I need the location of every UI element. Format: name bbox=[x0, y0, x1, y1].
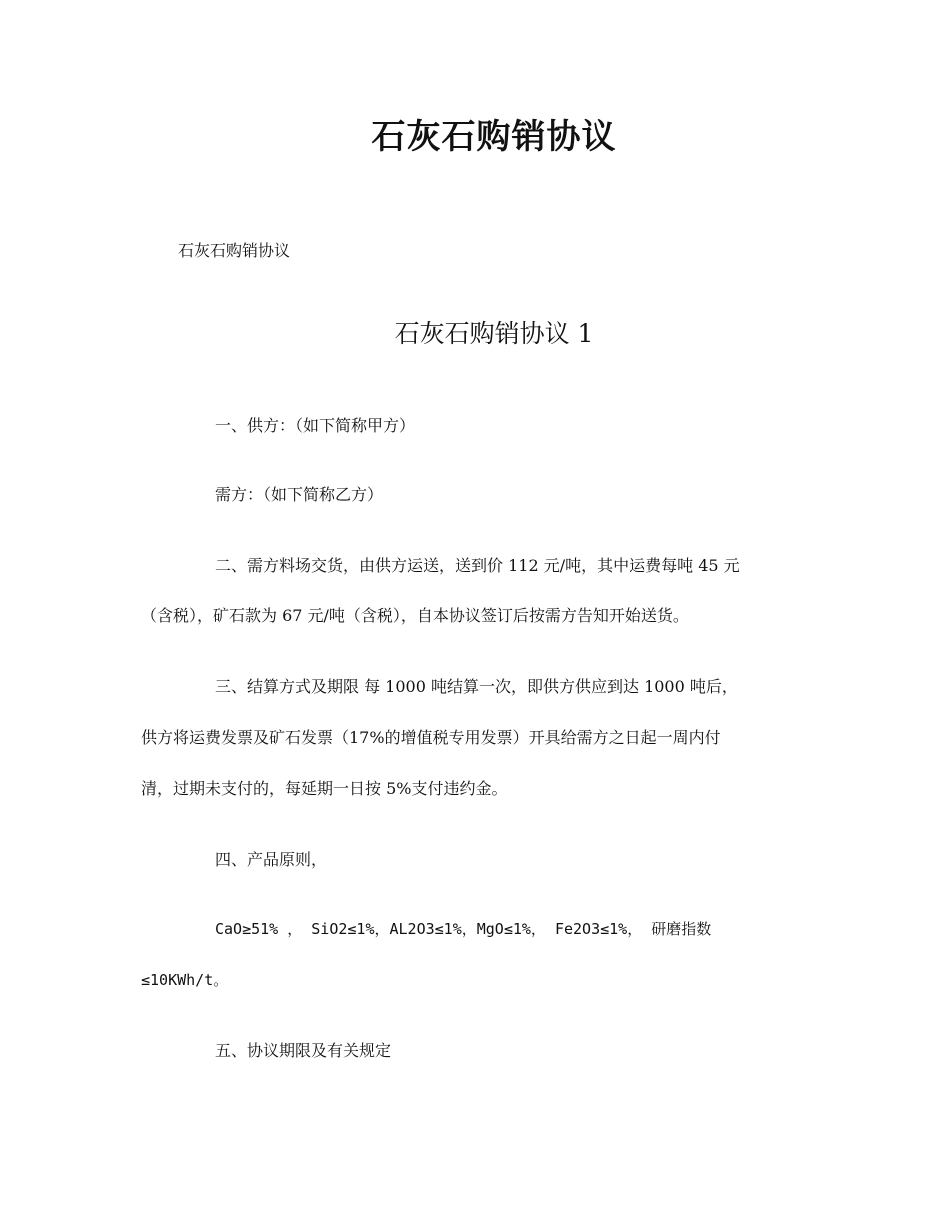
subtitle-line: 石灰石购销协议 bbox=[178, 241, 291, 260]
buyer-line: 需方：（如下简称乙方） bbox=[215, 485, 384, 504]
settlement-line-3: 清，过期未支付的，每延期一日按 5%支付违约金。 bbox=[141, 779, 508, 798]
term-heading: 五、协议期限及有关规定 bbox=[215, 1041, 392, 1060]
delivery-line-2: （含税），矿石款为 67 元/吨（含税），自本协议签订后按需方告知开始送货。 bbox=[141, 606, 689, 625]
section-title: 石灰石购销协议 1 bbox=[394, 319, 594, 348]
settlement-line-2: 供方将运费发票及矿石发票（17%的增值税专用发票）开具给需方之日起一周内付 bbox=[141, 728, 721, 747]
document-title: 石灰石购销协议 bbox=[371, 117, 617, 157]
delivery-line-1: 二、需方料场交货，由供方运送，送到价 112 元/吨，其中运费每吨 45 元 bbox=[215, 556, 740, 575]
specification-line-2: ≤10KWh/t。 bbox=[141, 971, 229, 989]
supplier-line: 一、供方：（如下简称甲方） bbox=[215, 416, 416, 435]
settlement-line-1: 三、结算方式及期限 每 1000 吨结算一次，即供方供应到达 1000 吨后， bbox=[215, 677, 738, 696]
specification-line-1: CaO≥51% ， SiO2≤1%，AL2O3≤1%，MgO≤1%， Fe2O3≤1%， 研磨指数 bbox=[215, 920, 712, 938]
product-heading: 四、产品原则， bbox=[215, 850, 328, 869]
